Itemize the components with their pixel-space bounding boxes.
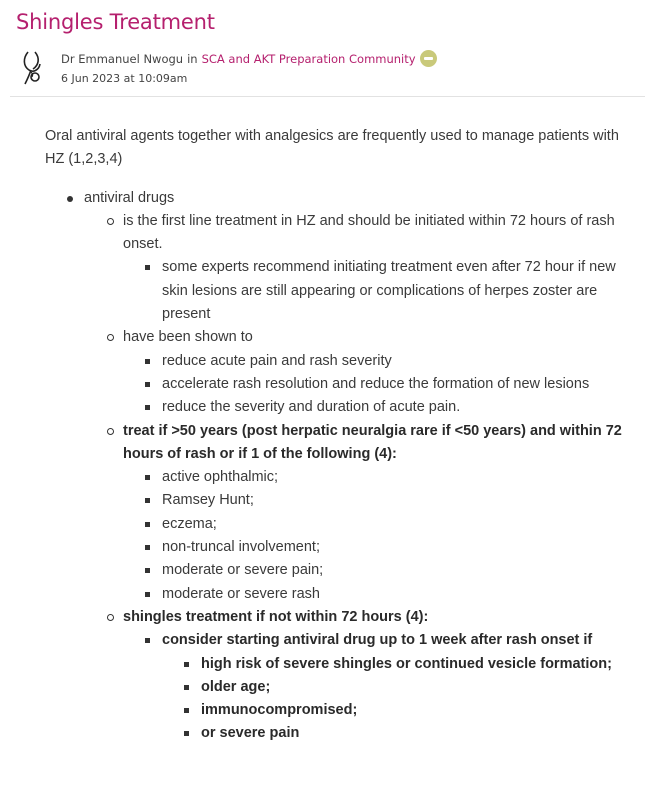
list-item: eczema; <box>123 513 635 536</box>
list-item: non-truncal involvement; <box>123 536 635 559</box>
antiviral-label: antiviral drugs <box>84 189 175 206</box>
list-item: some experts recommend initiating treatment even after 72 hour if new skin lesions are still appearing or complications of herpes zoster are present <box>123 256 635 326</box>
list-item: reduce acute pain and rash severity <box>123 350 635 373</box>
list-item: high risk of severe shingles or continued vesicle formation; <box>162 653 635 676</box>
header-divider <box>10 96 645 97</box>
list-item: reduce the severity and duration of acute pain. <box>123 396 635 419</box>
list-item: immunocompromised; <box>162 699 635 722</box>
list-item <box>84 210 635 326</box>
intro-paragraph: Oral antiviral agents together with analgesics are frequently used to manage patients with HZ (1,2,3,4) <box>45 128 619 168</box>
stethoscope-icon[interactable] <box>19 50 47 86</box>
list-item: moderate or severe rash <box>123 583 635 606</box>
list-item <box>45 187 635 746</box>
community-link[interactable]: SCA and AKT Preparation Community <box>201 51 416 66</box>
list-item <box>84 606 635 746</box>
shown-text: have been shown to <box>123 329 253 346</box>
list-item: accelerate rash resolution and reduce the formation of new lesions <box>123 373 635 396</box>
post-content <box>45 125 635 746</box>
in-label: in <box>187 51 198 66</box>
list-item: moderate or severe pain; <box>123 559 635 582</box>
minus-badge-icon <box>420 50 437 67</box>
list-item: older age; <box>162 676 635 699</box>
treatment-list <box>45 187 635 746</box>
list-item <box>84 326 635 419</box>
list-item: Ramsey Hunt; <box>123 489 635 512</box>
list-item: active ophthalmic; <box>123 466 635 489</box>
first-line-text: is the first line treatment in HZ and should be initiated within 72 hours of rash onset. <box>123 212 615 253</box>
author-name[interactable]: Dr Emmanuel Nwogu <box>61 51 184 66</box>
list-item: or severe pain <box>162 722 635 745</box>
consider-text: consider starting antiviral drug up to 1 week after rash onset if <box>162 632 593 649</box>
post-date: 6 Jun 2023 at 10:09am <box>61 72 188 85</box>
post-title: Shingles Treatment <box>16 10 215 34</box>
list-item <box>84 420 635 606</box>
not-within-text: shingles treatment if not within 72 hours (4): <box>123 608 429 625</box>
post-meta <box>61 50 437 67</box>
treat-if-text: treat if >50 years (post herpatic neuralgia rare if <50 years) and within 72 hours of rash or if 1 of the following (4): <box>123 422 622 462</box>
list-item <box>123 629 635 745</box>
